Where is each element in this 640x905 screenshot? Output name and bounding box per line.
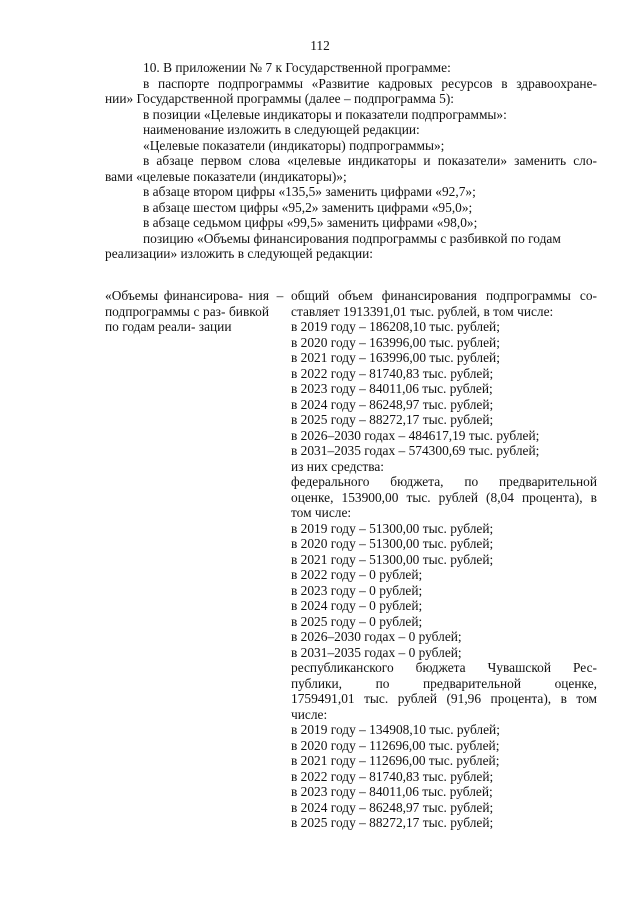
financing-details <box>291 288 597 831</box>
financing-line: в 2031–2035 годах – 0 рублей; <box>291 644 462 660</box>
financing-line: в 2022 году – 81740,83 тыс. рублей; <box>291 768 494 784</box>
financing-line: в 2022 году – 81740,83 тыс. рублей; <box>291 365 494 381</box>
intro-line: «Целевые показатели (индикаторы) подпрограммы»; <box>143 137 445 153</box>
financing-line: в 2020 году – 51300,00 тыс. рублей; <box>291 536 494 551</box>
financing-line: в 2019 году – 134908,10 тыс. рублей; <box>291 722 500 737</box>
financing-line: ставляет 1913391,01 тыс. рублей, в том числе: <box>291 303 554 319</box>
financing-line: в 2025 году – 88272,17 тыс. рублей; <box>291 412 494 427</box>
intro-line: наименование изложить в следующей редакции: <box>143 122 420 137</box>
page-number: 112 <box>310 38 330 53</box>
financing-line: в 2031–2035 годах – 574300,69 тыс. рублей; <box>291 443 540 458</box>
financing-line: общий объем финансирования подпрограммы со- <box>291 288 597 303</box>
intro-line: в абзаце первом слова «целевые индикаторы и показатели» заменить сло- <box>143 153 597 168</box>
intro-line: в абзаце шестом цифры «95,2» заменить цифрами «95,0»; <box>143 199 473 215</box>
financing-line: в 2026–2030 годах – 0 рублей; <box>291 629 462 644</box>
financing-label: «Объемы финансирова- ния подпрограммы с раз- бивкой по годам реали- зации <box>105 288 269 334</box>
intro-section <box>105 60 597 262</box>
financing-line: в 2025 году – 0 рублей; <box>291 613 423 629</box>
financing-line: в 2019 году – 186208,10 тыс. рублей; <box>291 319 500 334</box>
financing-line: в 2022 году – 0 рублей; <box>291 567 423 582</box>
intro-line: 10. В приложении № 7 к Государственной программе: <box>143 60 451 75</box>
intro-line: в позиции «Целевые индикаторы и показатели подпрограммы»: <box>143 106 507 122</box>
financing-line: числе: <box>291 706 328 722</box>
financing-line: в 2023 году – 0 рублей; <box>291 582 423 598</box>
financing-line: в 2023 году – 84011,06 тыс. рублей; <box>291 784 493 799</box>
financing-line: публики, по предварительной оценке, <box>291 675 597 691</box>
financing-line: в 2024 году – 86248,97 тыс. рублей; <box>291 799 494 815</box>
financing-line: в 2020 году – 112696,00 тыс. рублей; <box>291 737 500 753</box>
financing-line: том числе: <box>291 505 352 520</box>
financing-line: в 2021 году – 163996,00 тыс. рублей; <box>291 350 500 365</box>
dash-separator: – <box>276 288 284 303</box>
financing-line: в 2025 году – 88272,17 тыс. рублей; <box>291 815 494 830</box>
financing-line: в 2020 году – 163996,00 тыс. рублей; <box>291 334 500 350</box>
financing-line: в 2023 году – 84011,06 тыс. рублей; <box>291 381 493 396</box>
financing-line: 1759491,01 тыс. рублей (91,96 процента), в том <box>291 691 597 706</box>
financing-line: в 2019 году – 51300,00 тыс. рублей; <box>291 520 494 536</box>
financing-line: федерального бюджета, по предварительной <box>291 474 597 489</box>
financing-line: из них средства: <box>291 458 385 474</box>
intro-line: позицию «Объемы финансирования подпрограммы с разбивкой по годам <box>143 230 561 246</box>
intro-line: нии» Государственной программы (далее – подпрограмма 5): <box>105 91 454 106</box>
financing-line: республиканского бюджета Чувашской Рес- <box>291 660 597 675</box>
financing-line: в 2021 году – 112696,00 тыс. рублей; <box>291 753 500 768</box>
intro-line: в абзаце седьмом цифры «99,5» заменить цифрами «98,0»; <box>143 215 478 230</box>
intro-line: вами «целевые показатели (индикаторы)»; <box>105 168 347 184</box>
financing-line: в 2026–2030 годах – 484617,19 тыс. рублей; <box>291 427 540 443</box>
intro-line: в паспорте подпрограммы «Развитие кадровых ресурсов в здравоохране- <box>143 75 597 91</box>
financing-line: в 2021 году – 51300,00 тыс. рублей; <box>291 551 494 567</box>
intro-line: в абзаце втором цифры «135,5» заменить цифрами «92,7»; <box>143 184 476 199</box>
financing-line: оценке, 153900,00 тыс. рублей (8,04 процента), в <box>291 489 597 505</box>
financing-line: в 2024 году – 86248,97 тыс. рублей; <box>291 396 494 412</box>
intro-line: реализации» изложить в следующей редакции: <box>105 246 373 261</box>
financing-line: в 2024 году – 0 рублей; <box>291 598 423 613</box>
